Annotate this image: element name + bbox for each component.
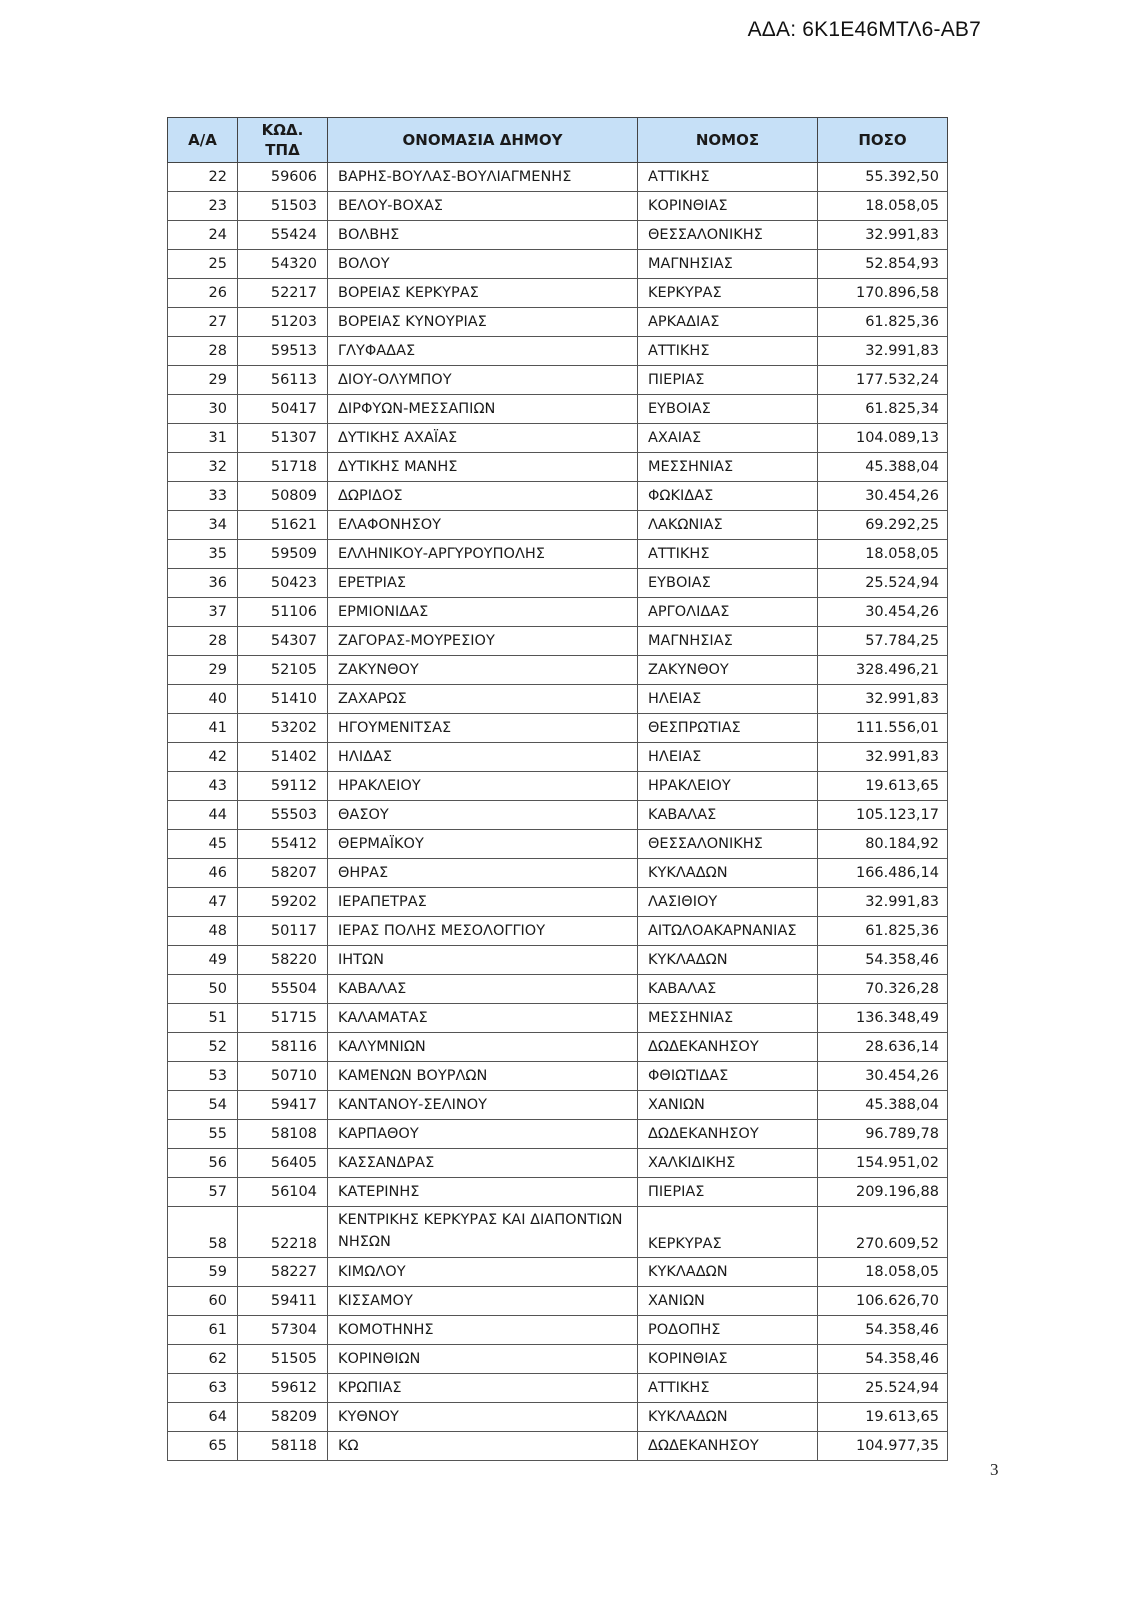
table-row [168,1432,948,1461]
row-name: ΖΑΓΟΡΑΣ-ΜΟΥΡΕΣΙΟΥ [328,627,638,656]
row-amount: 70.326,28 [818,975,948,1004]
row-name: ΚΙΣΣΑΜΟΥ [328,1287,638,1316]
row-nomos: ΧΑΝΙΩΝ [638,1091,818,1120]
row-nomos: ΔΩΔΕΚΑΝΗΣΟΥ [638,1432,818,1461]
row-amount: 18.058,05 [818,192,948,221]
row-amount: 45.388,04 [818,453,948,482]
row-name: ΚΟΜΟΤΗΝΗΣ [328,1316,638,1345]
row-amount: 61.825,36 [818,308,948,337]
row-amount: 32.991,83 [818,685,948,714]
row-aa: 23 [168,192,238,221]
row-amount: 54.358,46 [818,1316,948,1345]
table-row [168,772,948,801]
row-code: 59513 [238,337,328,366]
row-amount: 30.454,26 [818,598,948,627]
table-row [168,337,948,366]
row-amount: 270.609,52 [818,1207,948,1258]
row-aa: 46 [168,859,238,888]
table-row [168,1062,948,1091]
row-code: 52217 [238,279,328,308]
municipality-table-wrapper [167,117,947,1461]
row-aa: 25 [168,250,238,279]
table-row [168,1374,948,1403]
row-name: ΚΙΜΩΛΟΥ [328,1258,638,1287]
row-aa: 29 [168,656,238,685]
row-aa: 58 [168,1207,238,1258]
row-amount: 54.358,46 [818,946,948,975]
row-aa: 49 [168,946,238,975]
row-amount: 32.991,83 [818,221,948,250]
row-name: ΗΛΙΔΑΣ [328,743,638,772]
row-aa: 42 [168,743,238,772]
table-row [168,685,948,714]
table-row [168,1120,948,1149]
table-body [168,163,948,1461]
row-amount: 55.392,50 [818,163,948,192]
row-aa: 26 [168,279,238,308]
row-aa: 52 [168,1033,238,1062]
row-aa: 22 [168,163,238,192]
row-nomos: ΘΕΣΣΑΛΟΝΙΚΗΣ [638,221,818,250]
row-nomos: ΗΛΕΙΑΣ [638,685,818,714]
row-aa: 44 [168,801,238,830]
column-header-name: ΟΝΟΜΑΣΙΑ ΔΗΜΟΥ [328,118,638,163]
municipality-table [167,117,948,1461]
row-amount: 25.524,94 [818,1374,948,1403]
ada-code: ΑΔΑ: 6Κ1Ε46ΜΤΛ6-ΑΒ7 [747,18,981,41]
row-name: ΒΕΛΟΥ-ΒΟΧΑΣ [328,192,638,221]
row-amount: 136.348,49 [818,1004,948,1033]
row-nomos: ΑΤΤΙΚΗΣ [638,163,818,192]
row-amount: 57.784,25 [818,627,948,656]
row-aa: 28 [168,337,238,366]
row-nomos: ΚΥΚΛΑΔΩΝ [638,1258,818,1287]
row-name: ΔΥΤΙΚΗΣ ΑΧΑΪΑΣ [328,424,638,453]
row-nomos: ΑΤΤΙΚΗΣ [638,337,818,366]
row-nomos: ΧΑΝΙΩΝ [638,1287,818,1316]
row-name: ΚΥΘΝΟΥ [328,1403,638,1432]
row-code: 55503 [238,801,328,830]
row-name: ΚΑΛΥΜΝΙΩΝ [328,1033,638,1062]
row-nomos: ΦΘΙΩΤΙΔΑΣ [638,1062,818,1091]
row-code: 51715 [238,1004,328,1033]
row-amount: 154.951,02 [818,1149,948,1178]
row-code: 58207 [238,859,328,888]
row-aa: 62 [168,1345,238,1374]
row-name: ΔΙΟΥ-ΟΛΥΜΠΟΥ [328,366,638,395]
row-aa: 60 [168,1287,238,1316]
row-amount: 111.556,01 [818,714,948,743]
row-nomos: ΠΙΕΡΙΑΣ [638,1178,818,1207]
row-amount: 69.292,25 [818,511,948,540]
row-code: 52105 [238,656,328,685]
row-nomos: ΚΑΒΑΛΑΣ [638,801,818,830]
row-aa: 56 [168,1149,238,1178]
row-code: 51410 [238,685,328,714]
row-name: ΒΟΡΕΙΑΣ ΚΥΝΟΥΡΙΑΣ [328,308,638,337]
table-header-row [168,118,948,163]
table-row [168,1403,948,1432]
row-name: ΕΡΜΙΟΝΙΔΑΣ [328,598,638,627]
row-aa: 37 [168,598,238,627]
row-code: 55412 [238,830,328,859]
table-row [168,250,948,279]
row-code: 50117 [238,917,328,946]
column-header-code: ΚΩΔ. ΤΠΔ [238,118,328,163]
row-code: 51505 [238,1345,328,1374]
row-code: 58118 [238,1432,328,1461]
row-nomos: ΘΕΣΣΑΛΟΝΙΚΗΣ [638,830,818,859]
row-code: 58209 [238,1403,328,1432]
row-name: ΖΑΚΥΝΘΟΥ [328,656,638,685]
row-nomos: ΚΥΚΛΑΔΩΝ [638,1403,818,1432]
row-nomos: ΚΟΡΙΝΘΙΑΣ [638,1345,818,1374]
row-nomos: ΡΟΔΟΠΗΣ [638,1316,818,1345]
row-nomos: ΚΑΒΑΛΑΣ [638,975,818,1004]
row-code: 50809 [238,482,328,511]
row-aa: 64 [168,1403,238,1432]
row-name: ΚΑΛΑΜΑΤΑΣ [328,1004,638,1033]
row-code: 51106 [238,598,328,627]
row-nomos: ΗΡΑΚΛΕΙΟΥ [638,772,818,801]
row-name: ΕΛΛΗΝΙΚΟΥ-ΑΡΓΥΡΟΥΠΟΛΗΣ [328,540,638,569]
table-row [168,859,948,888]
row-aa: 54 [168,1091,238,1120]
row-name: ΕΡΕΤΡΙΑΣ [328,569,638,598]
row-name: ΕΛΑΦΟΝΗΣΟΥ [328,511,638,540]
row-amount: 18.058,05 [818,1258,948,1287]
table-row [168,830,948,859]
row-aa: 30 [168,395,238,424]
row-aa: 61 [168,1316,238,1345]
row-code: 51621 [238,511,328,540]
row-nomos: ΚΥΚΛΑΔΩΝ [638,859,818,888]
table-row [168,569,948,598]
row-aa: 45 [168,830,238,859]
row-aa: 59 [168,1258,238,1287]
row-amount: 61.825,36 [818,917,948,946]
table-row [168,888,948,917]
row-name: ΘΑΣΟΥ [328,801,638,830]
row-name: ΙΗΤΩΝ [328,946,638,975]
row-name: ΚΕΝΤΡΙΚΗΣ ΚΕΡΚΥΡΑΣ ΚΑΙ ΔΙΑΠΟΝΤΙΩΝ ΝΗΣΩΝ [328,1207,638,1258]
row-amount: 30.454,26 [818,482,948,511]
row-amount: 32.991,83 [818,888,948,917]
row-code: 51203 [238,308,328,337]
row-amount: 19.613,65 [818,772,948,801]
row-aa: 63 [168,1374,238,1403]
row-name: ΚΩ [328,1432,638,1461]
row-code: 50710 [238,1062,328,1091]
row-amount: 45.388,04 [818,1091,948,1120]
row-amount: 80.184,92 [818,830,948,859]
table-row [168,743,948,772]
row-nomos: ΜΕΣΣΗΝΙΑΣ [638,453,818,482]
row-amount: 32.991,83 [818,743,948,772]
row-name: ΔΥΤΙΚΗΣ ΜΑΝΗΣ [328,453,638,482]
row-code: 56113 [238,366,328,395]
row-name: ΚΑΜΕΝΩΝ ΒΟΥΡΛΩΝ [328,1062,638,1091]
row-name: ΘΗΡΑΣ [328,859,638,888]
row-code: 58116 [238,1033,328,1062]
row-code: 50417 [238,395,328,424]
row-code: 56104 [238,1178,328,1207]
row-name: ΒΑΡΗΣ-ΒΟΥΛΑΣ-ΒΟΥΛΙΑΓΜΕΝΗΣ [328,163,638,192]
row-aa: 34 [168,511,238,540]
row-code: 51503 [238,192,328,221]
row-name: ΚΑΣΣΑΝΔΡΑΣ [328,1149,638,1178]
row-code: 59112 [238,772,328,801]
table-row [168,1033,948,1062]
table-row [168,1004,948,1033]
row-code: 53202 [238,714,328,743]
row-name: ΚΑΡΠΑΘΟΥ [328,1120,638,1149]
row-amount: 19.613,65 [818,1403,948,1432]
row-aa: 43 [168,772,238,801]
row-nomos: ΑΤΤΙΚΗΣ [638,540,818,569]
row-name: ΒΟΛΒΗΣ [328,221,638,250]
row-name: ΗΡΑΚΛΕΙΟΥ [328,772,638,801]
table-row [168,1091,948,1120]
row-aa: 36 [168,569,238,598]
table-row [168,714,948,743]
row-name: ΒΟΡΕΙΑΣ ΚΕΡΚΥΡΑΣ [328,279,638,308]
row-aa: 65 [168,1432,238,1461]
row-code: 59612 [238,1374,328,1403]
row-aa: 40 [168,685,238,714]
row-amount: 104.977,35 [818,1432,948,1461]
page-number: 3 [990,1460,999,1479]
row-name: ΔΙΡΦΥΩΝ-ΜΕΣΣΑΠΙΩΝ [328,395,638,424]
row-code: 51718 [238,453,328,482]
table-row [168,656,948,685]
row-name: ΘΕΡΜΑΪΚΟΥ [328,830,638,859]
row-aa: 33 [168,482,238,511]
row-aa: 24 [168,221,238,250]
row-name: ΚΟΡΙΝΘΙΩΝ [328,1345,638,1374]
table-row [168,279,948,308]
row-name: ΚΡΩΠΙΑΣ [328,1374,638,1403]
row-nomos: ΚΟΡΙΝΘΙΑΣ [638,192,818,221]
column-header-amount: ΠΟΣΟ [818,118,948,163]
row-name: ΗΓΟΥΜΕΝΙΤΣΑΣ [328,714,638,743]
row-aa: 47 [168,888,238,917]
row-code: 54307 [238,627,328,656]
row-amount: 328.496,21 [818,656,948,685]
row-amount: 25.524,94 [818,569,948,598]
row-nomos: ΑΡΓΟΛΙΔΑΣ [638,598,818,627]
row-nomos: ΠΙΕΡΙΑΣ [638,366,818,395]
row-name: ΒΟΛΟΥ [328,250,638,279]
row-amount: 52.854,93 [818,250,948,279]
row-aa: 28 [168,627,238,656]
row-aa: 29 [168,366,238,395]
row-name: ΖΑΧΑΡΩΣ [328,685,638,714]
row-amount: 106.626,70 [818,1287,948,1316]
table-row [168,1287,948,1316]
row-aa: 41 [168,714,238,743]
row-aa: 55 [168,1120,238,1149]
row-code: 51402 [238,743,328,772]
table-row [168,221,948,250]
row-aa: 27 [168,308,238,337]
row-nomos: ΜΑΓΝΗΣΙΑΣ [638,627,818,656]
row-nomos: ΚΕΡΚΥΡΑΣ [638,1207,818,1258]
row-code: 58220 [238,946,328,975]
row-code: 54320 [238,250,328,279]
row-name: ΙΕΡΑΣ ΠΟΛΗΣ ΜΕΣΟΛΟΓΓΙΟΥ [328,917,638,946]
table-row [168,482,948,511]
row-aa: 32 [168,453,238,482]
table-row [168,453,948,482]
row-nomos: ΖΑΚΥΝΘΟΥ [638,656,818,685]
table-row [168,946,948,975]
row-name: ΓΛΥΦΑΔΑΣ [328,337,638,366]
table-row [168,308,948,337]
row-code: 59509 [238,540,328,569]
table-row [168,192,948,221]
row-nomos: ΧΑΛΚΙΔΙΚΗΣ [638,1149,818,1178]
row-nomos: ΕΥΒΟΙΑΣ [638,569,818,598]
row-amount: 32.991,83 [818,337,948,366]
row-nomos: ΜΕΣΣΗΝΙΑΣ [638,1004,818,1033]
row-amount: 105.123,17 [818,801,948,830]
row-amount: 170.896,58 [818,279,948,308]
column-header-aa: Α/Α [168,118,238,163]
row-amount: 209.196,88 [818,1178,948,1207]
row-code: 59606 [238,163,328,192]
table-row [168,511,948,540]
row-amount: 104.089,13 [818,424,948,453]
table-row [168,1149,948,1178]
table-row [168,801,948,830]
row-nomos: ΑΧΑΙΑΣ [638,424,818,453]
row-name: ΚΑΝΤΑΝΟΥ-ΣΕΛΙΝΟΥ [328,1091,638,1120]
row-aa: 53 [168,1062,238,1091]
row-nomos: ΑΤΤΙΚΗΣ [638,1374,818,1403]
row-nomos: ΚΕΡΚΥΡΑΣ [638,279,818,308]
row-code: 58227 [238,1258,328,1287]
table-row [168,163,948,192]
row-code: 55424 [238,221,328,250]
row-name: ΚΑΒΑΛΑΣ [328,975,638,1004]
row-amount: 177.532,24 [818,366,948,395]
row-code: 56405 [238,1149,328,1178]
row-aa: 48 [168,917,238,946]
table-row [168,1258,948,1287]
row-nomos: ΚΥΚΛΑΔΩΝ [638,946,818,975]
row-amount: 30.454,26 [818,1062,948,1091]
row-nomos: ΑΙΤΩΛΟΑΚΑΡΝΑΝΙΑΣ [638,917,818,946]
table-row [168,1345,948,1374]
row-amount: 54.358,46 [818,1345,948,1374]
table-row [168,627,948,656]
table-row [168,540,948,569]
row-nomos: ΛΑΣΙΘΙΟΥ [638,888,818,917]
table-row [168,1316,948,1345]
row-amount: 18.058,05 [818,540,948,569]
table-row [168,1178,948,1207]
row-aa: 50 [168,975,238,1004]
row-code: 55504 [238,975,328,1004]
table-row [168,975,948,1004]
row-nomos: ΑΡΚΑΔΙΑΣ [638,308,818,337]
row-nomos: ΦΩΚΙΔΑΣ [638,482,818,511]
row-code: 57304 [238,1316,328,1345]
row-nomos: ΘΕΣΠΡΩΤΙΑΣ [638,714,818,743]
table-row [168,917,948,946]
table-row [168,598,948,627]
row-code: 59417 [238,1091,328,1120]
row-amount: 96.789,78 [818,1120,948,1149]
row-amount: 61.825,34 [818,395,948,424]
row-nomos: ΗΛΕΙΑΣ [638,743,818,772]
row-code: 50423 [238,569,328,598]
row-aa: 57 [168,1178,238,1207]
row-code: 59202 [238,888,328,917]
row-nomos: ΔΩΔΕΚΑΝΗΣΟΥ [638,1033,818,1062]
column-header-nomos: ΝΟΜΟΣ [638,118,818,163]
row-aa: 35 [168,540,238,569]
row-name: ΚΑΤΕΡΙΝΗΣ [328,1178,638,1207]
row-nomos: ΜΑΓΝΗΣΙΑΣ [638,250,818,279]
row-amount: 166.486,14 [818,859,948,888]
table-row [168,366,948,395]
row-code: 51307 [238,424,328,453]
row-aa: 31 [168,424,238,453]
row-amount: 28.636,14 [818,1033,948,1062]
table-row [168,424,948,453]
row-code: 59411 [238,1287,328,1316]
row-code: 58108 [238,1120,328,1149]
table-row [168,1207,948,1258]
row-nomos: ΛΑΚΩΝΙΑΣ [638,511,818,540]
row-aa: 51 [168,1004,238,1033]
row-nomos: ΕΥΒΟΙΑΣ [638,395,818,424]
row-nomos: ΔΩΔΕΚΑΝΗΣΟΥ [638,1120,818,1149]
row-code: 52218 [238,1207,328,1258]
row-name: ΔΩΡΙΔΟΣ [328,482,638,511]
row-name: ΙΕΡΑΠΕΤΡΑΣ [328,888,638,917]
table-row [168,395,948,424]
